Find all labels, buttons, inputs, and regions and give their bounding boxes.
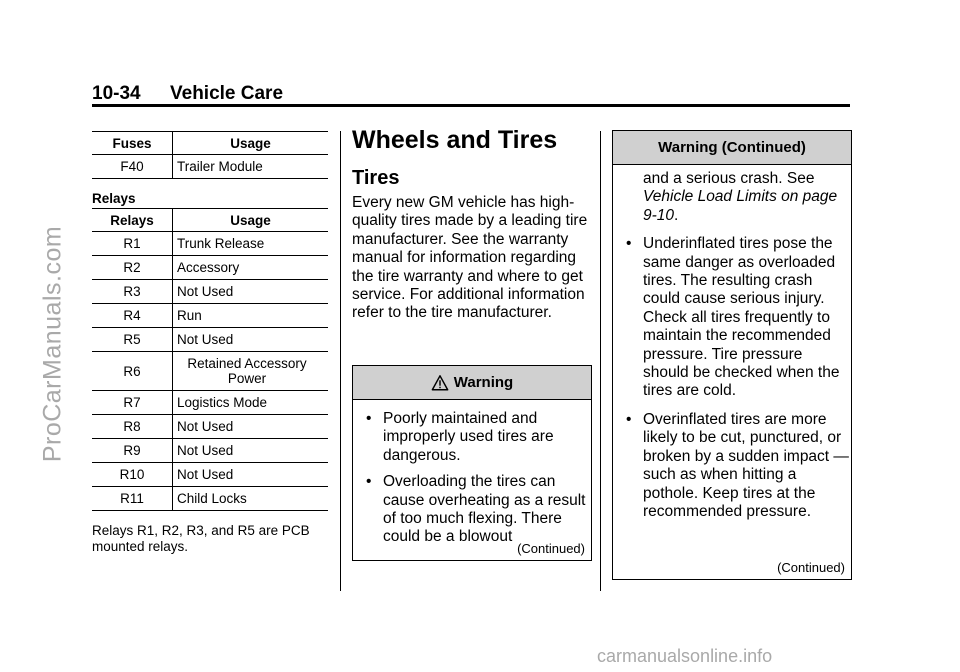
bullet-icon: • <box>626 410 632 428</box>
page-number: 10-34 <box>92 83 141 104</box>
table-row <box>92 280 328 304</box>
bullet-icon: • <box>626 235 632 253</box>
table-header-row <box>92 132 328 155</box>
relay-usage: Child Locks <box>173 487 329 511</box>
list-item <box>613 411 851 521</box>
continued-label: (Continued) <box>777 560 845 575</box>
table-row <box>92 304 328 328</box>
relay-id: R4 <box>92 304 173 328</box>
table-row <box>92 352 328 391</box>
relay-id: R3 <box>92 280 173 304</box>
relay-id: R5 <box>92 328 173 352</box>
section-title: Wheels and Tires <box>352 126 558 154</box>
table-row <box>92 256 328 280</box>
warning-lead <box>613 165 851 225</box>
bullet-text: Overloading the tires can cause overheating as a result of too much flexing. There could be a blowout <box>383 473 586 546</box>
fuse-usage: Trailer Module <box>173 155 329 179</box>
relay-id: R10 <box>92 463 173 487</box>
lead-text: and a serious crash. See <box>643 170 815 187</box>
list-item <box>353 473 591 547</box>
page-header <box>92 83 283 105</box>
warning-box <box>352 365 592 561</box>
warning-header <box>613 131 851 165</box>
header-rule <box>92 104 850 107</box>
warning-body <box>353 400 591 547</box>
table-row <box>92 391 328 415</box>
relay-usage: Not Used <box>173 280 329 304</box>
relay-id: R1 <box>92 232 173 256</box>
section-name: Vehicle Care <box>170 83 284 104</box>
column-header: Usage <box>173 132 329 155</box>
subsection-title: Tires <box>352 167 400 189</box>
table-row <box>92 155 328 179</box>
bullet-icon: • <box>366 473 372 491</box>
fuse-id: F40 <box>92 155 173 179</box>
fuses-table <box>92 131 328 179</box>
lead-end: . <box>674 206 679 224</box>
side-watermark: ProCarManuals.com <box>38 225 67 463</box>
relay-usage: Not Used <box>173 463 329 487</box>
bullet-text: Underinflated tires pose the same danger as overloaded tires. The resulting crash could cause serious injury. Check all tires frequently to maintain the recommended pressure. Tire pressure should be checked when the tires are cold. <box>643 235 840 400</box>
relays-note: Relays R1, R2, R3, and R5 are PCB mounted relays. <box>92 523 310 554</box>
column-header: Fuses <box>92 132 173 155</box>
relay-id: R2 <box>92 256 173 280</box>
relay-usage: Accessory <box>173 256 329 280</box>
relay-id: R6 <box>92 352 173 391</box>
continued-label: (Continued) <box>517 541 585 556</box>
relay-usage: Not Used <box>173 328 329 352</box>
relay-usage: Trunk Release <box>173 232 329 256</box>
relay-id: R9 <box>92 439 173 463</box>
table-row <box>92 439 328 463</box>
bullet-text: Poorly maintained and improperly used tires are dangerous. <box>383 410 554 464</box>
relays-label: Relays <box>92 191 136 206</box>
column-header: Relays <box>92 209 173 232</box>
bullet-text: Overinflated tires are more likely to be cut, punctured, or broken by a sudden impact — such as when hitting a pothole. Keep tires at the recommended pressure. <box>643 410 849 520</box>
relays-table <box>92 208 328 511</box>
tires-paragraph: Every new GM vehicle has high-quality tires made by a leading tire manufacturer. See the warranty manual for information regarding the tire warranty and where to get service. For additional information refer to the tire manufacturer. <box>352 194 588 322</box>
table-row <box>92 328 328 352</box>
table-header-row <box>92 209 328 232</box>
warning-body <box>613 165 851 521</box>
warning-icon <box>431 374 449 392</box>
relay-id: R7 <box>92 391 173 415</box>
list-item <box>613 235 851 401</box>
warning-box-continued <box>612 130 852 580</box>
column-divider <box>340 131 341 591</box>
relay-usage: Run <box>173 304 329 328</box>
list-item <box>353 410 591 465</box>
relay-usage-text: Retained Accessory Power <box>187 356 307 386</box>
footer-watermark: carmanualsonline.info <box>597 646 773 666</box>
table-row <box>92 463 328 487</box>
table-row <box>92 232 328 256</box>
warning-header <box>353 366 591 400</box>
table-row <box>92 487 328 511</box>
relay-usage: Not Used <box>173 415 329 439</box>
warning-title: Warning <box>453 374 514 391</box>
bullet-icon: • <box>366 410 372 427</box>
relay-id: R8 <box>92 415 173 439</box>
relay-usage: Logistics Mode <box>173 391 329 415</box>
warning-title: Warning (Continued) <box>658 139 806 156</box>
relay-usage: Not Used <box>173 439 329 463</box>
table-row <box>92 415 328 439</box>
relay-id: R11 <box>92 487 173 511</box>
column-divider <box>600 131 601 591</box>
relay-usage <box>173 352 329 391</box>
cross-reference-link[interactable]: Vehicle Load Limits on page 9-10 <box>643 188 838 224</box>
column-header: Usage <box>173 209 329 232</box>
